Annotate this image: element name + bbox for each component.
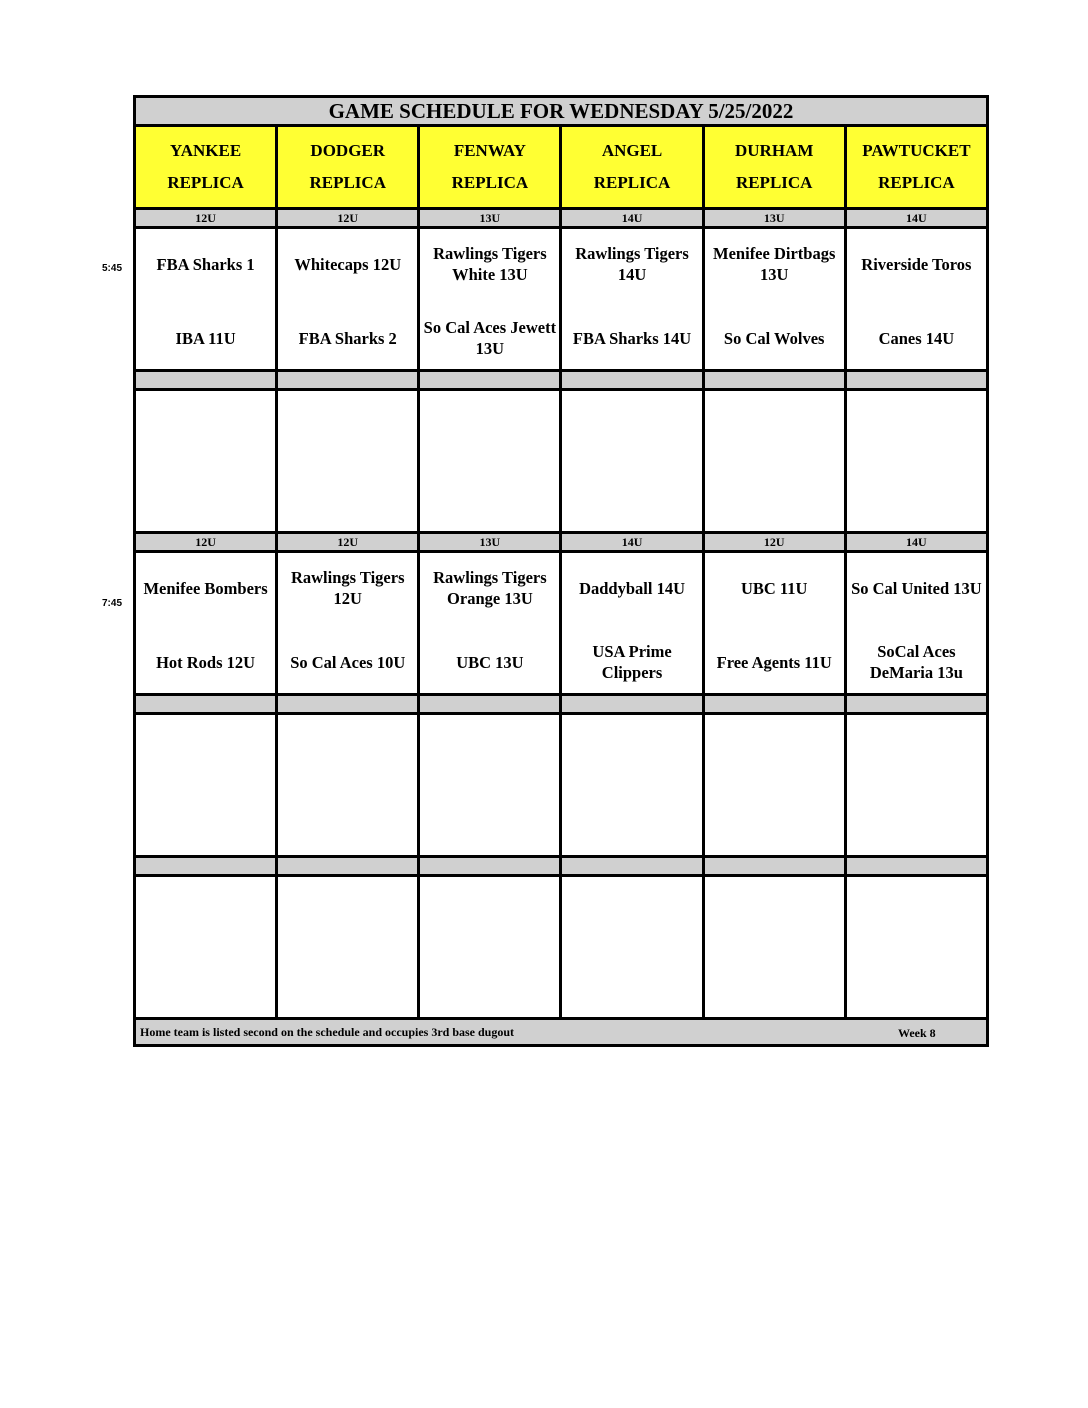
game-row-empty [135, 876, 988, 1019]
empty-game-cell [135, 714, 277, 857]
division-label-empty [561, 371, 703, 390]
field-sub: REPLICA [309, 173, 386, 192]
division-label: 12U [277, 209, 419, 228]
field-sub: REPLICA [878, 173, 955, 192]
field-header [419, 126, 561, 209]
field-header [135, 126, 277, 209]
away-team: Rawlings Tigers White 13U [433, 244, 547, 284]
schedule-title: GAME SCHEDULE FOR WEDNESDAY 5/25/2022 [135, 97, 988, 126]
game-cell [277, 228, 419, 371]
game-cell [703, 228, 845, 371]
field-name: YANKEE [169, 141, 242, 160]
field-header [845, 126, 987, 209]
division-label-empty [845, 371, 987, 390]
field-sub: REPLICA [451, 173, 529, 192]
empty-game-cell [845, 876, 987, 1019]
week-label: Week 8 [898, 1026, 936, 1040]
game-schedule-table [133, 95, 989, 1047]
time-label-slot-1: 5:45 [102, 263, 123, 274]
empty-game-cell [277, 390, 419, 533]
field-sub: REPLICA [593, 173, 671, 192]
empty-game-cell [561, 714, 703, 857]
away-team: Menifee Dirtbags 13U [713, 244, 836, 284]
game-cell [845, 552, 987, 695]
schedule-footer [135, 1019, 988, 1046]
empty-game-cell [135, 876, 277, 1019]
game-cell [419, 552, 561, 695]
game-cell [135, 552, 277, 695]
division-label: 12U [135, 533, 277, 552]
field-name: DURHAM [735, 141, 814, 160]
division-label-empty [845, 695, 987, 714]
game-row-empty [135, 390, 988, 533]
home-team: IBA 11U [175, 328, 236, 348]
division-label: 14U [845, 209, 987, 228]
game-row-empty [135, 714, 988, 857]
home-team: So Cal Aces 10U [290, 652, 406, 672]
empty-game-cell [703, 714, 845, 857]
home-team: Hot Rods 12U [156, 652, 256, 672]
game-cell [561, 552, 703, 695]
division-label-empty [277, 371, 419, 390]
away-team: Whitecaps 12U [294, 254, 402, 274]
division-label-empty [703, 857, 845, 876]
away-team: Menifee Bombers [143, 578, 268, 598]
division-label: 13U [703, 209, 845, 228]
empty-game-cell [845, 390, 987, 533]
division-label-empty [703, 371, 845, 390]
game-row [135, 228, 988, 371]
division-row [135, 533, 988, 552]
field-header [277, 126, 419, 209]
division-label-empty [277, 857, 419, 876]
game-row [135, 552, 988, 695]
division-label-empty [561, 857, 703, 876]
empty-game-cell [277, 714, 419, 857]
division-label: 13U [419, 209, 561, 228]
field-header-row [135, 126, 988, 209]
home-team: Canes 14U [878, 328, 955, 348]
division-label: 13U [419, 533, 561, 552]
home-team: UBC 13U [456, 652, 524, 672]
field-name: PAWTUCKET [862, 141, 971, 160]
division-label-empty [135, 371, 277, 390]
home-team: FBA Sharks 14U [572, 328, 692, 348]
empty-game-cell [561, 390, 703, 533]
division-label-empty [419, 857, 561, 876]
field-name: DODGER [310, 141, 386, 160]
division-label-empty [135, 857, 277, 876]
division-label: 12U [135, 209, 277, 228]
empty-game-cell [419, 714, 561, 857]
empty-game-cell [703, 390, 845, 533]
game-cell [703, 552, 845, 695]
game-cell [561, 228, 703, 371]
game-cell [419, 228, 561, 371]
game-cell [135, 228, 277, 371]
away-team: Riverside Toros [861, 254, 972, 274]
away-team: Rawlings Tigers 12U [290, 568, 405, 608]
field-name: FENWAY [453, 141, 526, 160]
division-label-empty [419, 371, 561, 390]
home-team: USA Prime Clippers [592, 642, 672, 682]
home-team: FBA Sharks 2 [298, 328, 397, 348]
division-label-empty [845, 857, 987, 876]
empty-game-cell [845, 714, 987, 857]
empty-game-cell [135, 390, 277, 533]
division-label-empty [703, 695, 845, 714]
division-label: 12U [703, 533, 845, 552]
field-header [561, 126, 703, 209]
division-label-empty [561, 695, 703, 714]
division-label: 14U [561, 533, 703, 552]
empty-game-cell [419, 876, 561, 1019]
game-cell [277, 552, 419, 695]
home-team-note: Home team is listed second on the schedule and occupies 3rd base dugout [140, 1024, 515, 1039]
division-row [135, 209, 988, 228]
home-team: So Cal Aces Jewett 13U [423, 318, 557, 358]
field-name: ANGEL [601, 141, 663, 160]
field-header [703, 126, 845, 209]
empty-game-cell [277, 876, 419, 1019]
home-team: So Cal Wolves [723, 328, 825, 348]
home-team: SoCal Aces DeMaria 13u [869, 642, 963, 682]
division-label-empty [419, 695, 561, 714]
empty-game-cell [419, 390, 561, 533]
away-team: Rawlings Tigers Orange 13U [433, 568, 547, 608]
division-label: 14U [561, 209, 703, 228]
division-label: 14U [845, 533, 987, 552]
division-label-empty [277, 695, 419, 714]
division-label: 12U [277, 533, 419, 552]
division-label-empty [135, 695, 277, 714]
division-row-empty [135, 857, 988, 876]
division-row-empty [135, 371, 988, 390]
away-team: So Cal United 13U [851, 578, 982, 598]
empty-game-cell [561, 876, 703, 1019]
away-team: Rawlings Tigers 14U [575, 244, 689, 284]
away-team: UBC 11U [740, 578, 808, 598]
game-cell [845, 228, 987, 371]
away-team: FBA Sharks 1 [156, 254, 255, 274]
time-label-slot-2: 7:45 [102, 598, 123, 609]
away-team: Daddyball 14U [579, 578, 685, 598]
home-team: Free Agents 11U [716, 652, 832, 672]
division-row-empty [135, 695, 988, 714]
field-sub: REPLICA [735, 173, 813, 192]
empty-game-cell [703, 876, 845, 1019]
field-sub: REPLICA [167, 173, 244, 192]
